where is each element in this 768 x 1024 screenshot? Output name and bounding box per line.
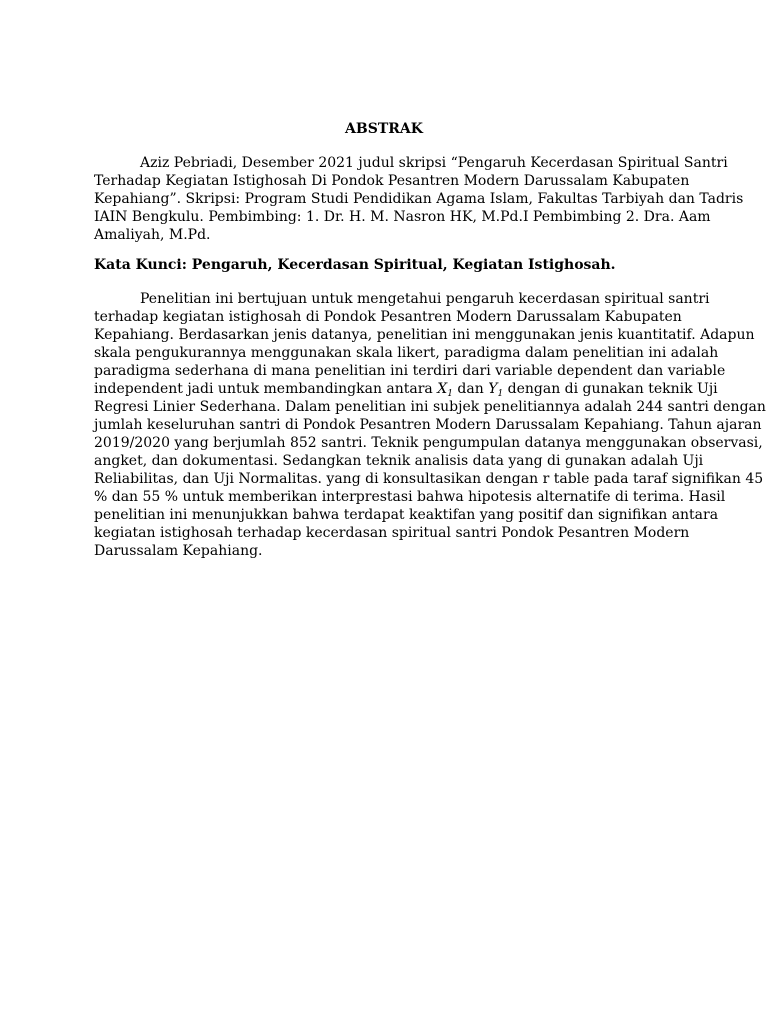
body-line-12: % dan 55 % untuk memberikan interprestasi bahwa hipotesis alternatife di terima. Hasil (94, 489, 726, 505)
author-line-2: Terhadap Kegiatan Istighosah Di Pondok Pesantren Modern Darussalam Kabupaten (94, 173, 690, 189)
author-line-1: Aziz Pebriadi, Desember 2021 judul skripsi “Pengaruh Kecerdasan Spiritual Santri (140, 155, 728, 171)
body-line-3: Kepahiang. Berdasarkan jenis datanya, penelitian ini menggunakan jenis kuantitatif. Adapun (94, 327, 755, 343)
y-variable: $Y_1$ (488, 381, 504, 399)
abstract-title: ABSTRAK (345, 121, 423, 137)
body-line-11: Reliabilitas, dan Uji Normalitas. yang di konsultasikan dengan r table pada taraf signifikan 45 (94, 471, 764, 487)
author-line-3: Kepahiang”. Skripsi: Program Studi Pendidikan Agama Islam, Fakultas Tarbiyah dan Tadris (94, 191, 744, 207)
body-line-9: 2019/2020 yang berjumlah 852 santri. Teknik pengumpulan datanya menggunakan observasi, (94, 435, 763, 451)
x-variable: $X_1$ (437, 381, 453, 399)
keywords: Kata Kunci: Pengaruh, Kecerdasan Spiritual, Kegiatan Istighosah. (94, 257, 616, 273)
body-line-1: Penelitian ini bertujuan untuk mengetahui pengaruh kecerdasan spiritual santri (140, 291, 710, 307)
body-line-14: kegiatan istighosah terhadap kecerdasan spiritual santri Pondok Pesantren Modern (94, 525, 690, 541)
body-line-10: angket, dan dokumentasi. Sedangkan teknik analisis data yang di gunakan adalah Uji (94, 453, 704, 469)
body-line-13: penelitian ini menunjukkan bahwa terdapat keaktifan yang positif dan signifikan antara (94, 507, 719, 523)
body-line-7: Regresi Linier Sederhana. Dalam penelitian ini subjek penelitiannya adalah 244 santri dengan (94, 399, 766, 415)
body-line-8: jumlah keseluruhan santri di Pondok Pesantren Modern Darussalam Kepahiang. Tahun ajaran (94, 417, 762, 433)
author-line-4: IAIN Bengkulu. Pembimbing: 1. Dr. H. M. Nasron HK, M.Pd.I Pembimbing 2. Dra. Aam (94, 209, 711, 225)
body-line-4: skala pengukurannya menggunakan skala likert, paradigma dalam penelitian ini adalah (94, 345, 719, 361)
body-line-2: terhadap kegiatan istighosah di Pondok Pesantren Modern Darussalam Kabupaten (94, 309, 682, 325)
body-line-15: Darussalam Kepahiang. (94, 543, 263, 559)
body-line-6 (94, 380, 718, 399)
math-line-middle: dan (457, 381, 484, 397)
author-line-5: Amaliyah, M.Pd. (94, 227, 211, 243)
math-line-after: dengan di gunakan teknik Uji (507, 381, 718, 397)
body-line-5: paradigma sederhana di mana penelitian ini terdiri dari variable dependent dan variable (94, 363, 726, 379)
math-line-before: independent jadi untuk membandingkan antara (94, 381, 433, 397)
